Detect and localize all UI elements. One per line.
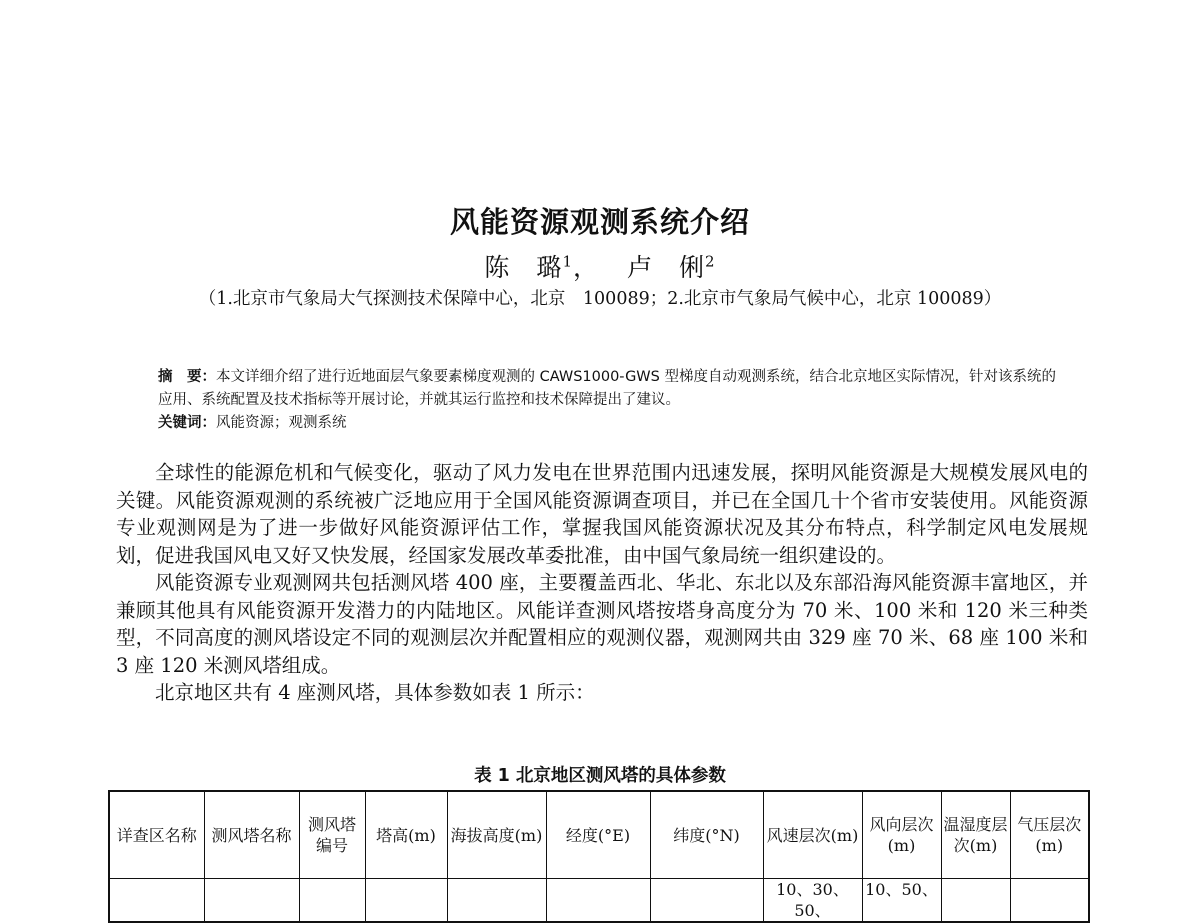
table-cell	[941, 879, 1010, 923]
author-name: 陈 璐	[484, 253, 563, 282]
keywords-text: 风能资源；观测系统	[216, 415, 347, 431]
table-cell	[109, 879, 204, 923]
abstract	[158, 366, 1058, 412]
keywords	[158, 412, 1058, 435]
header-cell: 塔高(m)	[365, 791, 447, 879]
header-cell: 风速层次(m)	[763, 791, 862, 879]
header-cell: 气压层次(m)	[1010, 791, 1089, 879]
author-name: 卢 俐	[627, 253, 706, 282]
tower-parameters-table	[108, 790, 1090, 923]
abstract-label: 摘 要：	[158, 369, 216, 385]
paragraph: 全球性的能源危机和气候变化，驱动了风力发电在世界范围内迅速发展，探明风能资源是大规模发展风电的关键。风能资源观测的系统被广泛地应用于全国风能资源调查项目，并已在全国几十个省市安装使用。风能资源专业观测网是为了进一步做好风能资源评估工作，掌握我国风能资源状况及其分布特点，科学制定风电发展规划，促进我国风电又好又快发展，经国家发展改革委批准，由中国气象局统一组织建设的。	[116, 461, 1088, 567]
paragraph: 风能资源专业观测网共包括测风塔 400 座，主要覆盖西北、华北、东北以及东部沿海风能资源丰富地区，并兼顾其他具有风能资源开发潜力的内陆地区。风能详查测风塔按塔身高度分为 70 米、100 米和 120 米三种类型，不同高度的测风塔设定不同的观测层次并配置相应的观测仪器，观测网共由 329 座 70 米、68 座 100 米和 3 座 120 米测风塔组成。	[116, 571, 1088, 677]
table-cell	[447, 879, 546, 923]
table-row	[109, 879, 1089, 923]
author-affiliation-mark: 1	[562, 252, 573, 271]
table-cell	[650, 879, 763, 923]
header-cell: 测风塔名称	[204, 791, 299, 879]
body-text	[116, 459, 1088, 707]
table-cell	[204, 879, 299, 923]
table-cell: 10、50、	[862, 879, 941, 923]
table-cell	[546, 879, 650, 923]
table-cell: 10、30、50、	[763, 879, 862, 923]
header-cell: 海拔高度(m)	[447, 791, 546, 879]
authors	[0, 248, 1200, 284]
header-cell: 风向层次(m)	[862, 791, 941, 879]
table-cell	[365, 879, 447, 923]
header-cell: 经度(°E)	[546, 791, 650, 879]
abstract-block	[158, 366, 1058, 435]
paragraph: 北京地区共有 4 座测风塔，具体参数如表 1 所示：	[155, 681, 595, 704]
table-header-row	[109, 791, 1089, 879]
header-cell: 详查区名称	[109, 791, 204, 879]
header-cell: 纬度(°N)	[650, 791, 763, 879]
affiliation: （1.北京市气象局大气探测技术保障中心，北京 100089；2.北京市气象局气候中心，北京 100089）	[198, 289, 1002, 309]
header-cell: 温湿度层次(m)	[941, 791, 1010, 879]
author-affiliation-mark: 2	[705, 252, 716, 271]
table-cell	[1010, 879, 1089, 923]
table-cell	[299, 879, 365, 923]
header-cell: 测风塔编号	[299, 791, 365, 879]
author-separator: ，	[572, 253, 599, 282]
page-title: 风能资源观测系统介绍	[449, 205, 750, 239]
abstract-text: 本文详细介绍了进行近地面层气象要素梯度观测的 CAWS1000-GWS 型梯度自动观测系统，结合北京地区实际情况，针对该系统的应用、系统配置及技术指标等开展讨论，并就其运行监控和技术保障提出了建议。	[158, 369, 1056, 408]
keywords-label: 关键词：	[158, 415, 216, 431]
table-caption: 表 1 北京地区测风塔的具体参数	[474, 766, 726, 786]
